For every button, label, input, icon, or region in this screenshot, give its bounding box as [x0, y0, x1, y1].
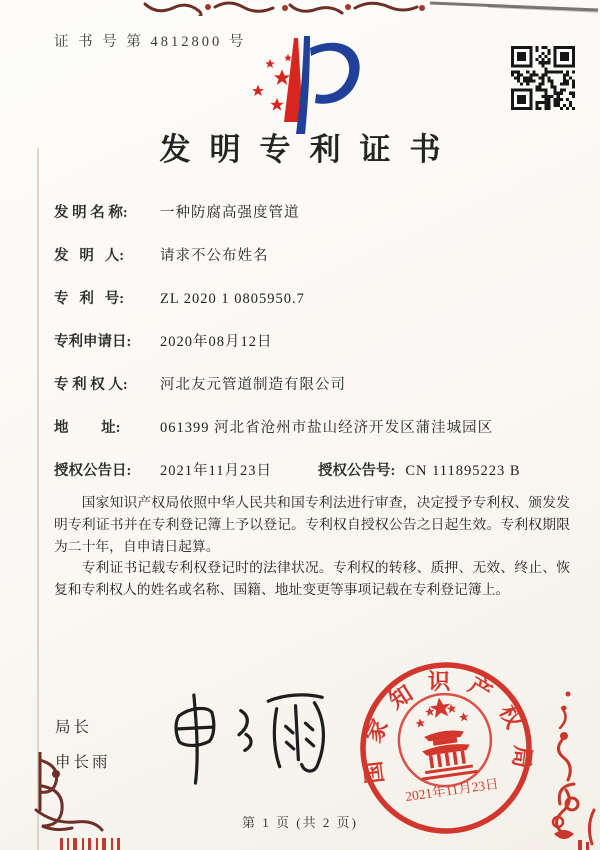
field-label: 发 明 人:: [54, 248, 125, 264]
grant-number-value: CN 111895223 B: [405, 463, 521, 479]
seal-date: 2021年11月23日: [404, 776, 500, 805]
field-value: 061399 河北省沧州市盐山经济开发区蒲洼城园区: [160, 420, 494, 436]
top-right-edge-line: [428, 0, 600, 14]
field-patentee: [54, 376, 569, 395]
field-list: [54, 204, 569, 505]
field-value: 2021年11月23日: [160, 463, 272, 479]
legal-paragraph-1: 国家知识产权局依照中华人民共和国专利法进行审查，决定授予专利权、颁发发明专利证书并在专利登记簿上予以登记。专利权自授权公告之日起生效。专利权期限为二十年，自申请日起算。: [54, 495, 570, 554]
signer-title: 局长: [55, 719, 93, 736]
field-address: [54, 419, 569, 438]
field-label: 专利申请日:: [54, 334, 132, 350]
qr-code: [511, 46, 575, 110]
director-signature: [155, 677, 350, 792]
legal-paragraph-2: 专利证书记载专利权登记时的法律状况。专利权的转移、质押、无效、终止、恢复和专利权人的姓名或名称、国籍、地址变更等事项记载在专利登记簿上。: [54, 560, 570, 598]
field-invention-title: [54, 204, 569, 223]
certificate-title: 发明专利证书: [159, 132, 460, 167]
field-value: 2020年08月12日: [160, 334, 273, 350]
field-label: 发 明 名 称:: [54, 205, 128, 221]
certificate-number: 证 书 号 第 4812800 号: [54, 34, 247, 50]
field-grant-date: [54, 462, 569, 481]
field-value: 请求不公布姓名: [160, 248, 269, 264]
field-label: 专 利 号:: [54, 291, 125, 307]
cnipa-patent-logo-icon: [238, 34, 378, 138]
grant-number-label: 授权公告号:: [317, 463, 396, 479]
field-value: ZL 2020 1 0805950.7: [160, 291, 305, 307]
left-margin-line: [37, 148, 39, 850]
field-filing-date: [54, 333, 569, 352]
field-patent-number: [54, 290, 569, 309]
field-inventor: [54, 247, 569, 266]
field-value: 一种防腐高强度管道: [160, 205, 300, 221]
field-label: 地 址:: [54, 420, 121, 436]
signer-name: 申长雨: [55, 754, 111, 771]
field-label: 专 利 权 人:: [54, 377, 128, 393]
page-footer: 第 1 页 (共 2 页): [242, 815, 358, 830]
field-value: 河北友元管道制造有限公司: [160, 377, 346, 393]
field-label: 授权公告日:: [54, 463, 132, 479]
seal-ring-text: 国家知识产权局: [358, 668, 536, 786]
signer-block: [55, 710, 111, 780]
legal-text: [54, 492, 570, 601]
top-border-ornament: [140, 0, 440, 16]
